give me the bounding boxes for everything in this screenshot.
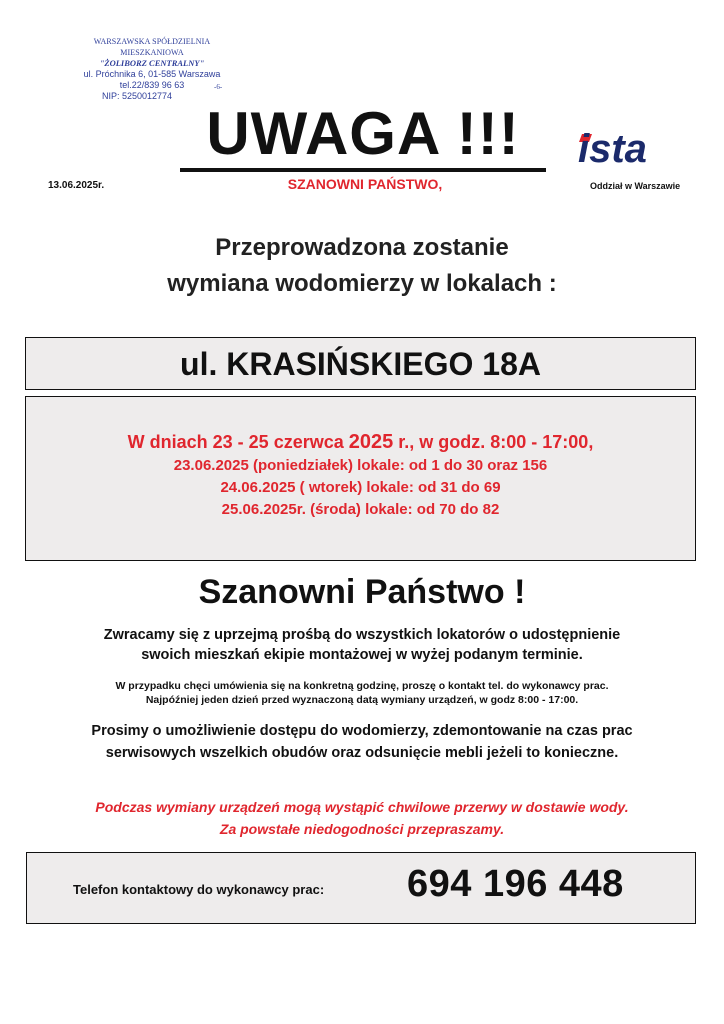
paragraph-access (30, 720, 694, 764)
notice-date: 13.06.2025r. (48, 180, 105, 191)
schedule-day-2: 24.06.2025 ( wtorek) lokale: od 31 do 69 (220, 479, 501, 496)
stamp-line-2: "ŻOLIBORZ CENTRALNY" (99, 58, 205, 68)
contact-box (26, 852, 696, 924)
ista-logo (576, 124, 686, 166)
stamp-nip: NIP: 5250012774 (102, 91, 173, 101)
paragraph-warning (30, 796, 694, 840)
stamp-mark: -6- (214, 83, 223, 91)
schedule-day-3: 25.06.2025r. (środa) lokale: od 70 do 82 (221, 501, 500, 518)
title-underline (180, 168, 546, 172)
schedule-headline (26, 429, 695, 455)
stamp-address: ul. Próchnika 6, 01-585 Warszawa (83, 69, 221, 79)
schedule-headline-b: r., w godz. 8:00 - 17:00, (393, 432, 594, 452)
paragraph-appointment-line-1: W przypadku chęci umówienia się na konkretną godzinę, proszę o kontakt tel. do wykonawcy prac. (115, 680, 609, 692)
intro-line-1: Przeprowadzona zostanie (215, 234, 509, 261)
paragraph-warning-line-2: Za powstałe niedogodności przepraszamy. (219, 821, 505, 837)
stamp-line-1: WARSZAWSKA SPÓŁDZIELNIA MIESZKANIOWA (93, 37, 211, 57)
schedule-day-1: 23.06.2025 (poniedziałek) lokale: od 1 do 30 oraz 156 (173, 457, 548, 474)
greeting: SZANOWNI PAŃSTWO, (287, 176, 443, 192)
cooperative-stamp (62, 36, 242, 102)
paragraph-request-line-1: Zwracamy się z uprzejmą prośbą do wszystkich lokatorów o udostępnienie (103, 627, 621, 643)
street-name: ul. KRASIŃSKIEGO 18A (180, 346, 541, 382)
paragraph-appointment (30, 679, 694, 707)
intro-line-2: wymiana wodomierzy w lokalach : (167, 270, 557, 297)
schedule-box (25, 396, 696, 561)
contact-label: Telefon kontaktowy do wykonawcy prac: (73, 882, 325, 897)
paragraph-access-line-2: serwisowych wszelkich obudów oraz odsunięcie mebli jeżeli to konieczne. (105, 745, 619, 761)
stamp-phone: tel.22/839 96 63 (119, 80, 185, 90)
schedule-headline-year: 2025 (348, 431, 394, 453)
schedule (26, 429, 695, 521)
paragraph-appointment-line-2: Najpóźniej jeden dzień przed wyznaczoną datą wymiany urządzeń, w godz 8:00 - 17:00. (145, 694, 579, 706)
paragraph-request (40, 625, 684, 665)
contact-phone-number: 694 196 448 (407, 863, 624, 905)
intro-text (40, 230, 684, 302)
paragraph-warning-line-1: Podczas wymiany urządzeń mogą wystąpić chwilowe przerwy w dostawie wody. (95, 799, 629, 815)
paragraph-request-line-2: swoich mieszkań ekipie montażowej w wyżej podanym terminie. (141, 647, 583, 663)
paragraph-access-line-1: Prosimy o umożliwienie dostępu do wodomierzy, zdemontowanie na czas prac (91, 723, 633, 739)
page-title: UWAGA !!! (206, 100, 520, 167)
street-box (25, 337, 696, 390)
section-heading: Szanowni Państwo ! (198, 573, 526, 611)
branch-label: Oddział w Warszawie (590, 181, 681, 191)
schedule-headline-a: W dniach 23 - 25 czerwca (127, 432, 349, 452)
ista-logo-text: ista (578, 127, 647, 166)
